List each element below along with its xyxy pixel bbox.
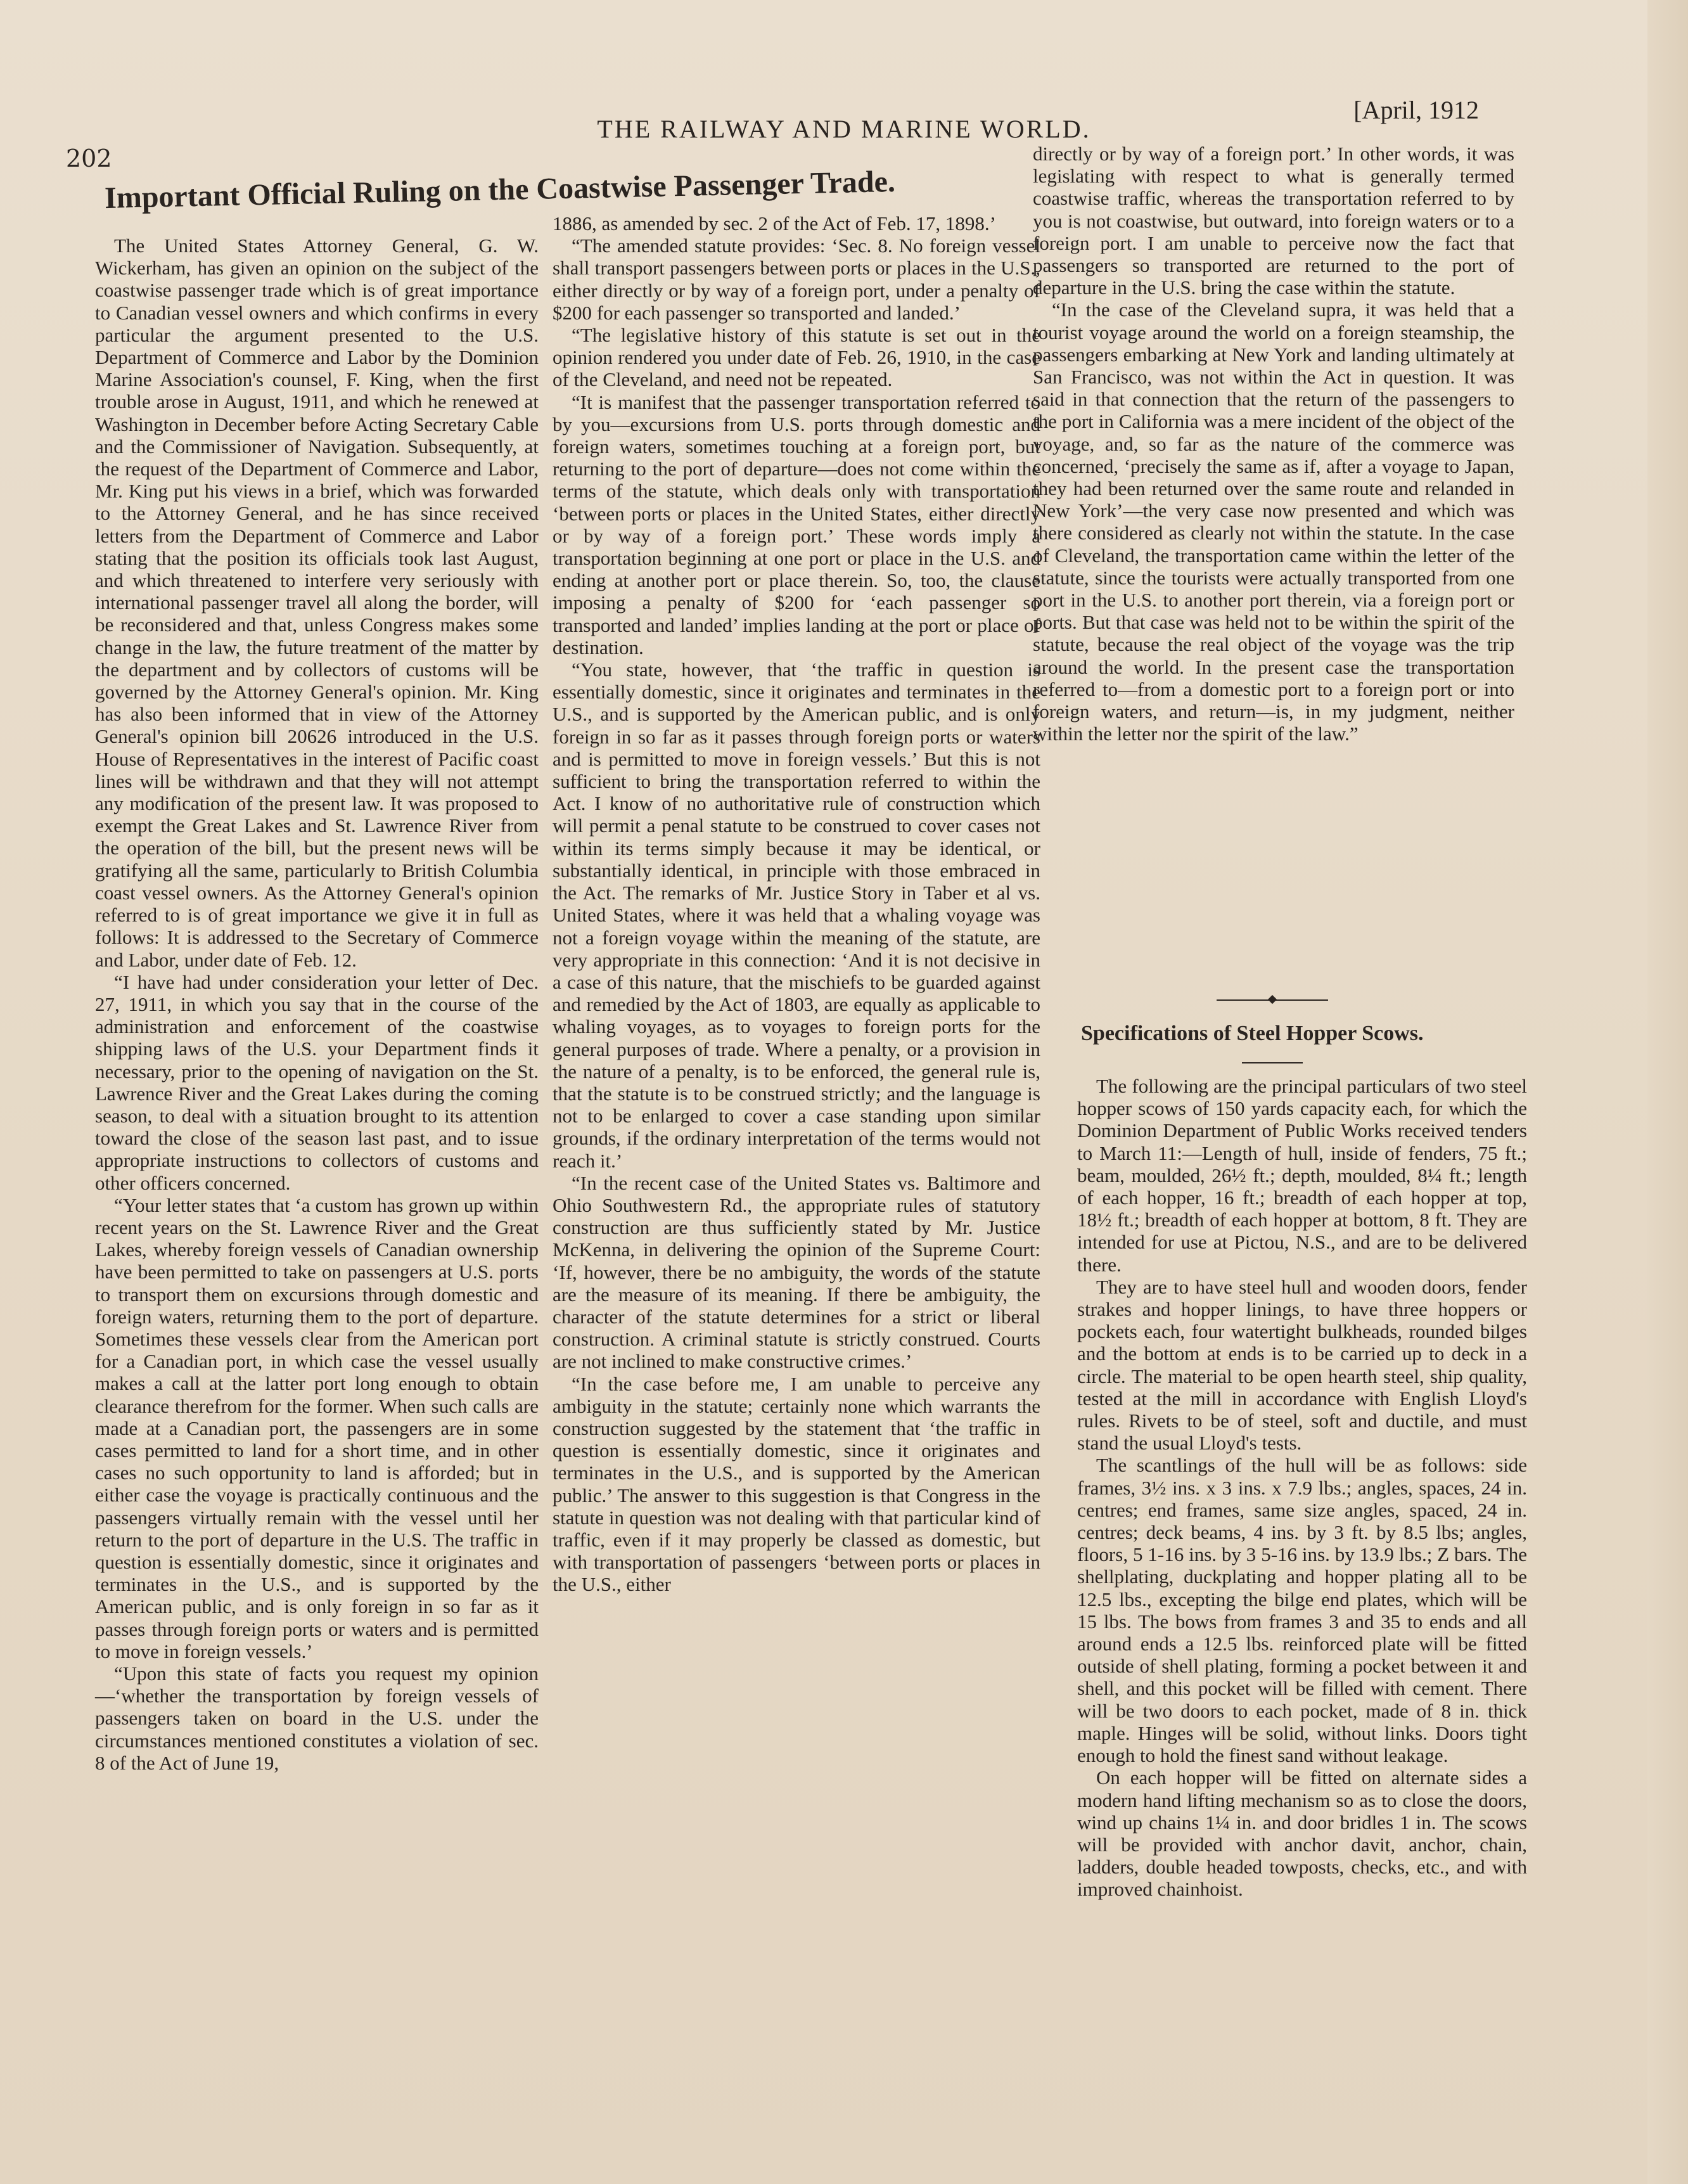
paragraph: “The amended statute provides: ‘Sec. 8. No foreign vessel shall transport passengers between ports or places in the U.S., either directly or by way of a foreign port, under a penalty of $200 for each passenger so transported and landed.’ [553, 234, 1040, 324]
paragraph: “The legislative history of this statute is set out in the opinion rendered you under date of Feb. 26, 1910, in the case of the Cleveland, and need not be repeated. [553, 324, 1040, 391]
paragraph: “I have had under consideration your letter of Dec. 27, 1911, in which you say that in the course of the administration and enforcement of the coastwise shipping laws of the U.S. your Department finds it necessary, prior to the opening of navigation on the St. Lawrence River and the Great Lakes during the coming season, to deal with a situation brought to its attention toward the close of the season last past, and to issue appropriate instructions to collectors of customs and other officers concerned. [95, 970, 539, 1194]
journal-title: THE RAILWAY AND MARINE WORLD. [597, 115, 1091, 143]
paragraph: “In the case of the Cleveland supra, it was held that a tourist voyage around the world on a foreign steamship, the passengers embarking at New York and landing ultimately at San Francisco, was not within the Act in question. It was said in that connection that the return of the passengers to the port in California was a mere incident of the object of the voyage, and, so far as the nature of the commerce was concerned, ‘precisely the same as if, after a voyage to Japan, they had been returned over the same route and relanded in New York’—the very case now presented and which was there considered as clearly not within the statute. In the case of Cleveland, the transportation came within the letter of the statute, since the tourists were actually transported from one port in the U.S. to another port therein, via a foreign port or ports. But that case was held not to be within the spirit of the statute, because the real object of the voyage was the trip around the world. In the present case the transportation referred to—from a domestic port to a foreign port or into foreign waters, and return—is, in my judgment, neither within the letter nor the spirit of the law.” [1033, 299, 1514, 745]
paragraph: “It is manifest that the passenger transportation referred to by you—excursions from U.S. ports through domestic and foreign waters, sometimes touching at a foreign port, but returning to the port of departure—does not come within the terms of the statute, which deals only with transportation ‘between ports or places in the United States, either directly or by way of a foreign port.’ These words imply a transportation beginning at one port or place in the U.S. and ending at another port or place therein. So, too, the clause imposing a penalty of $200 for ‘each passenger so transported and landed’ implies landing at the port or place of destination. [553, 390, 1040, 658]
article-title: Important Official Ruling on the Coastwise Passenger Trade. [104, 164, 896, 215]
page-number: 202 [66, 145, 112, 172]
paragraph: The United States Attorney General, G. W. Wickerham, has given an opinion on the subject of the coastwise passenger trade which is of great importance to Canadian vessel owners and which confirms in every particular the argument presented to the U.S. Department of Commerce and Labor by the Dominion Marine Association's counsel, F. King, when the first trouble arose in August, 1911, and which he renewed at Washington in December before Acting Secretary Cable and the Commissioner of Navigation. Subsequently, at the request of the Department of Commerce and Labor, Mr. King put his views in a brief, which was forwarded to the Attorney General, and he has since received letters from the Department of Commerce and Labor stating that the position its officials took last August, and which threatened to interfere very seriously with international passenger travel all along the border, will be reconsidered and that, unless Congress makes some change in the law, the future treatment of the matter by the department and by collectors of customs will be governed by the Attorney General's opinion. Mr. King has also been informed that in view of the Attorney General's opinion bill 20626 introduced in the U.S. House of Representatives in the interest of Pacific coast lines will be withdrawn and that they will not attempt any modification of the present law. It was proposed to exempt the Great Lakes and St. Lawrence River from the operation of the bill, but the present news will be gratifying all the same, particularly to British Columbia coast vessel owners. As the Attorney General's opinion referred to is of great importance we give it in full as follows: It is addressed to the Secretary of Commerce and Labor, under date of Feb. 12. [95, 234, 539, 971]
article-column-3 [1033, 143, 1514, 745]
article-column-1 [95, 234, 539, 1774]
paragraph: The following are the principal particulars of two steel hopper scows of 150 yards capacity each, for which the Dominion Department of Public Works received tenders to March 11:—Length of hull, inside of fenders, 75 ft.; beam, moulded, 26½ ft.; depth, moulded, 8¼ ft.; length of each hopper, 16 ft.; breadth of each hopper at top, 18½ ft.; breadth of each hopper at bottom, 8 ft. They are intended for use at Pictou, N.S., and are to be delivered there. [1077, 1075, 1527, 1276]
paragraph: “You state, however, that ‘the traffic in question is essentially domestic, since it originates and terminates in the U.S., and is supported by the American public, and is only foreign in so far as it passes through foreign ports or waters and is permitted to move in foreign vessels.’ But this is not sufficient to bring the transportation referred to within the Act. I know of no authoritative rule of construction which will permit a penal statute to be construed to cover cases not within its terms simply because it may be identical, or substantially identical, in principle with those embraced in the Act. The remarks of Mr. Justice Story in Taber et al vs. United States, where it was held that a whaling voyage was not a foreign voyage within the meaning of the statute, are very appropriate in this connection: ‘And it is not decisive in a case of this nature, that the mischiefs to be guarded against and remedied by the Act of 1803, are equally as applicable to whaling voyages, as to voyages to foreign ports for the general purposes of trade. Where a penalty, or a provision in the nature of a penalty, is to be enforced, the general rule is, that the statute is to be construed strictly; and the language is not to be enlarged to cover a case standing upon similar grounds, if the ordinary interpretation of the terms would not reach it.’ [553, 658, 1040, 1172]
paragraph: “Your letter states that ‘a custom has grown up within recent years on the St. Lawrence River and the Great Lakes, whereby foreign vessels of Canadian ownership have been permitted to take on passengers at U.S. ports to transport them on excursions through domestic and foreign waters, returning them to the port of departure. Sometimes these vessels clear from the American port for a Canadian port, in which case the vessel usually makes a call at the latter port long enough to obtain clearance therefrom for the former. When such calls are made at a Canadian port, the passengers are in some cases permitted to land for a short time, and in other cases no such opportunity to land is afforded; but in either case the voyage is practically continuous and the passengers virtually remain with the vessel until her return to the port of departure in the U.S. The traffic in question is essentially domestic, since it originates and terminates in the U.S., and is supported by the American public, and is only foreign in so far as it passes through foreign ports or waters and is permitted to move in foreign vessels.’ [95, 1193, 539, 1662]
paragraph: “Upon this state of facts you request my opinion—‘whether the transportation by foreign vessels of passengers taken on board in the U.S. under the circumstances mentioned constitutes a violation of sec. 8 of the Act of June 19, [95, 1662, 539, 1774]
title-underline [1242, 1062, 1303, 1063]
article-2-body [1077, 1075, 1527, 1901]
divider-ornament [1268, 995, 1277, 1004]
paragraph: They are to have steel hull and wooden doors, fender strakes and hopper linings, to have three hoppers or pockets each, four watertight bulkheads, rounded bilges and the bottom at ends is to be carried up to deck in a circle. The material to be open hearth steel, ship quality, tested at the mill in accordance with English Lloyd's rules. Rivets to be of steel, soft and ductile, and must stand the usual Lloyd's tests. [1077, 1275, 1527, 1455]
page-edge [1647, 0, 1688, 2184]
paragraph: “In the recent case of the United States vs. Baltimore and Ohio Southwestern Rd., the appropriate rules of statutory construction are thus sufficiently stated by Mr. Justice McKenna, in delivering the opinion of the Supreme Court: ‘If, however, there be no ambiguity, the words of the statute are the measure of its meaning. If there be ambiguity, the character of the statute determines for a strict or liberal construction. A criminal statute is strictly construed. Courts are not inclined to make constructive crimes.’ [553, 1171, 1040, 1373]
paragraph: The scantlings of the hull will be as follows: side frames, 3½ ins. x 3 ins. x 7.9 lbs.; angles, spaces, 24 in. centres; end frames, same size angles, spaced, 24 in. centres; deck beams, 4 ins. by 3 ft. by 8.5 lbs; angles, floors, 5 1-16 ins. by 3 5-16 ins. by 13.9 lbs.; Z bars. The shellplating, duckplating and hopper plating all to be 12.5 lbs., excepting the bilge end plates, which will be 15 lbs. The bows from frames 3 and 35 to ends and all around ends a 12.5 lbs. reinforced plate will be fitted outside of shell plating, forming a pocket between it and shell, and this pocket will be filled with cement. There will be two doors to each pocket, made of 8 in. thick maple. Hinges will be solid, without links. Doors tight enough to hold the finest sand without leakage. [1077, 1454, 1527, 1767]
paragraph: “In the case before me, I am unable to perceive any ambiguity in the statute; certainly none which warrants the construction suggested by the statement that ‘the traffic in question is essentially domestic, since it originates and terminates in the U.S., and is supported by the American public.’ The answer to this suggestion is that Congress in the statute in question was not dealing with that particular kind of traffic, even if it may properly be classed as domestic, but with transportation of passengers ‘between ports or places in the U.S., either [553, 1372, 1040, 1596]
paragraph: directly or by way of a foreign port.’ In other words, it was legislating with respect to what is generally termed coastwise traffic, whereas the transportation referred to by you is not coastwise, but outward, into foreign waters or to a foreign port. I am unable to perceive now the fact that passengers so transported are returned to the port of departure in the U.S. bring the case within the statute. [1033, 143, 1514, 299]
paragraph: 1886, as amended by sec. 2 of the Act of Feb. 17, 1898.’ [553, 212, 996, 234]
issue-date: [April, 1912 [1353, 96, 1479, 124]
article-column-2 [553, 212, 1040, 1596]
article-title-2: Specifications of Steel Hopper Scows. [1081, 1022, 1424, 1045]
paragraph: On each hopper will be fitted on alternate sides a modern hand lifting mechanism so as to close the doors, wind up chains 1¼ in. and door bridles 1 in. The scows will be provided with anchor davit, anchor, chain, ladders, double headed towposts, checks, etc., and with improved chainhoist. [1077, 1766, 1527, 1901]
